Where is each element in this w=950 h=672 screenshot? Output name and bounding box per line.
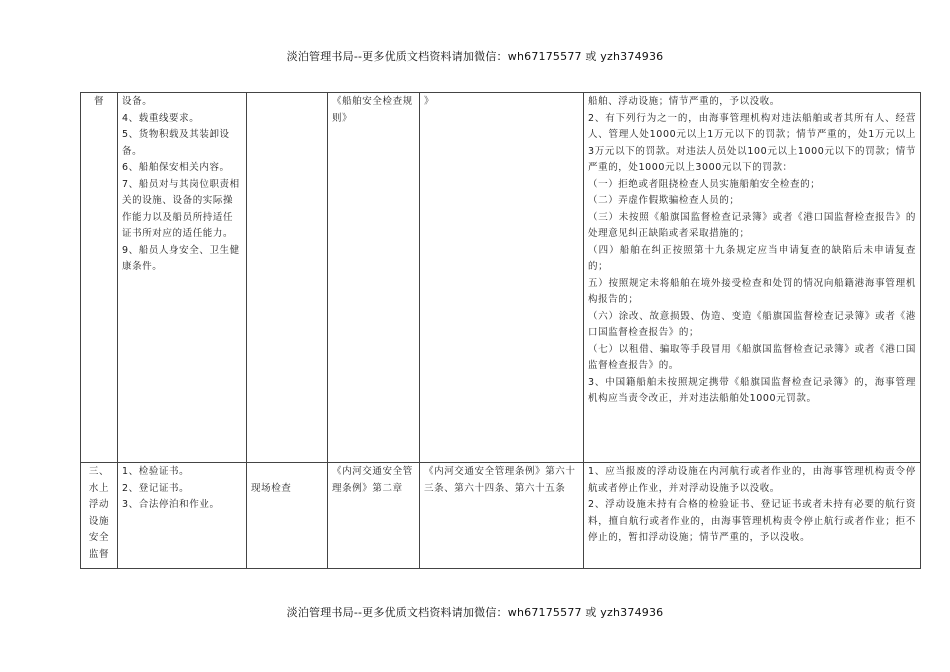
penalty-item: （三）未按照《船旗国监督检查记录簿》或者《港口国监督检查报告》的处理意见纠正缺陷或者采取措施的； [588, 211, 916, 239]
penalty-item: 五）按照规定未将船舶在境外接受检查和处罚的情况向船籍港海事管理机构报告的； [588, 277, 916, 305]
category-label: 三、水上浮动设施安全监督 [88, 466, 110, 560]
basis-label: 《内河交通安全管理条例》第二章 [332, 466, 413, 494]
content-item: 2、登记证书。 [122, 482, 190, 494]
supervision-table [80, 92, 921, 569]
category-label: 督 [93, 96, 105, 107]
penalty-item: （七）以租借、骗取等手段冒用《船旗国监督检查记录簿》或者《港口国监督检查报告》的。 [588, 343, 916, 371]
articles-cell [420, 463, 584, 569]
basis-label: 《船舶安全检查规则》 [332, 96, 413, 124]
basis-cell [328, 93, 420, 463]
penalty-item: （四）船舶在纠正按照第十九条规定应当申请复查的缺陷后未申请复查的； [588, 244, 916, 272]
category-cell [81, 463, 118, 569]
table-row [81, 93, 921, 463]
penalty-item: 3、中国籍船舶未按照规定携带《船旗国监督检查记录簿》的，海事管理机构应当责令改正，并对违法船舶处1000元罚款。 [588, 376, 916, 404]
page-header: 淡泊管理书局--更多优质文档资料请加微信：wh67175577 或 yzh374936 [286, 50, 664, 63]
page-footer: 淡泊管理书局--更多优质文档资料请加微信：wh67175577 或 yzh374936 [286, 606, 664, 619]
method-cell [247, 463, 328, 569]
method-label: 现场检查 [251, 483, 292, 494]
articles-cell [420, 93, 584, 463]
penalties-cell [584, 93, 921, 463]
penalties-cell [584, 463, 921, 569]
penalty-item: 船舶、浮动设施；情节严重的，予以没收。 [588, 96, 780, 107]
penalty-item: （六）涂改、故意损毁、伪造、变造《船旗国监督检查记录簿》或者《港口国监督检查报告》的； [588, 310, 916, 338]
category-cell [81, 93, 118, 463]
content-item: 6、船舶保安相关内容。 [122, 162, 230, 173]
basis-cell [328, 463, 420, 569]
articles-label: 》 [424, 96, 435, 107]
penalty-item: 2、浮动设施未持有合格的检验证书、登记证书或者未持有必要的航行资料，擅自航行或者作业的，由海事管理机构责令停止航行或者作业；拒不停止的，暂扣浮动设施；情节严重的，予以没收。 [588, 499, 916, 543]
table-row [81, 463, 921, 569]
content-item: 4、载重线要求。 [122, 112, 200, 124]
content-item: 7、船员对与其岗位职责相关的设施、设备的实际操作能力以及船员所持适任证书所对应的适任能力。 [122, 178, 240, 239]
articles-label: 《内河交通安全管理条例》第六十三条、第六十四条、第六十五条 [424, 466, 576, 494]
content-item: 5、货物积载及其装卸设备。 [122, 129, 230, 157]
content-item: 设备。 [122, 96, 153, 107]
penalty-item: （二）弄虚作假欺骗检查人员的； [588, 195, 740, 206]
contents-cell [118, 93, 247, 463]
method-cell [247, 93, 328, 463]
content-item: 9、船员人身安全、卫生健康条件。 [122, 244, 240, 272]
penalty-item: 2、有下列行为之一的，由海事管理机构对违法船舶或者其所有人、经营人、管理人处1000元以上1万元以下的罚款；情节严重的，处1万元以上3万元以下的罚款。对违法人员处以100元以上1000元以下的罚款；情节严重的，处1000元以上3000元以下的罚款： [588, 112, 916, 173]
content-item: 3、合法停泊和作业。 [122, 499, 220, 510]
penalty-item: （一）拒绝或者阻挠检查人员实施船舶安全检查的； [588, 178, 821, 190]
content-item: 1、检验证书。 [122, 466, 190, 477]
contents-cell [118, 463, 247, 569]
penalty-item: 1、应当报废的浮动设施在内河航行或者作业的，由海事管理机构责令停航或者停止作业，并对浮动设施予以没收。 [588, 466, 916, 494]
